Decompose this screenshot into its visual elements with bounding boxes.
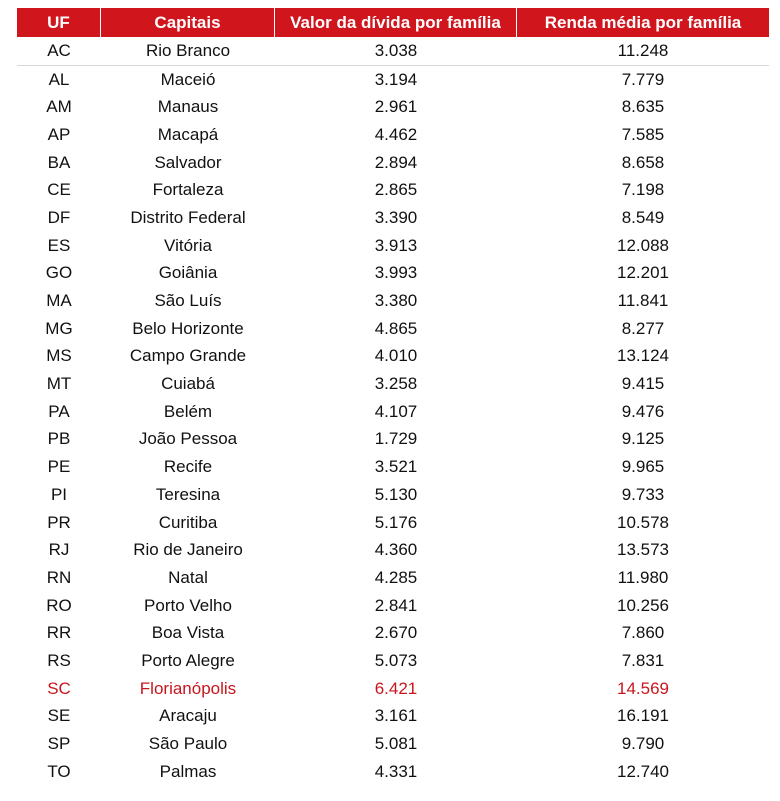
cell-renda: 9.733: [621, 484, 665, 504]
cell-divida: 4.010: [374, 346, 418, 366]
cell-uf: AL: [48, 69, 70, 89]
cell-capital: São Paulo: [148, 734, 228, 754]
cell-capital: Fortaleza: [152, 180, 224, 200]
table-row: [17, 426, 769, 454]
cell-capital: Porto Alegre: [141, 650, 235, 670]
cell-divida: 1.729: [374, 429, 418, 449]
table-row: [17, 370, 769, 398]
cell-divida: 5.073: [374, 650, 418, 670]
cell-renda: 9.965: [621, 457, 665, 477]
cell-renda: 9.415: [621, 374, 665, 394]
cell-capital: Distrito Federal: [130, 207, 246, 227]
table-row: [17, 481, 769, 509]
cell-capital: Florianópolis: [139, 678, 237, 698]
cell-uf: MG: [45, 318, 73, 338]
table-row: [17, 176, 769, 204]
cell-divida: 5.176: [374, 512, 418, 532]
cell-capital: Rio Branco: [145, 40, 231, 60]
cell-renda: 8.549: [621, 207, 665, 227]
cell-divida: 3.038: [374, 40, 418, 60]
cell-divida: 5.081: [374, 734, 418, 754]
table-row: [17, 398, 769, 426]
cell-divida: 6.421: [374, 678, 418, 698]
cell-divida: 3.913: [374, 235, 418, 255]
cell-uf: TO: [47, 761, 71, 781]
capitals-debt-table: [17, 8, 769, 786]
cell-capital: Vitória: [164, 235, 212, 255]
cell-capital: Natal: [168, 567, 208, 587]
cell-divida: 4.462: [374, 124, 418, 144]
cell-capital: Rio de Janeiro: [133, 540, 243, 560]
cell-renda: 10.578: [617, 512, 669, 532]
cell-uf: PA: [48, 401, 70, 421]
cell-capital: Porto Velho: [144, 595, 232, 615]
cell-divida: 2.961: [374, 97, 418, 117]
cell-divida: 5.130: [374, 484, 418, 504]
cell-uf: AP: [47, 124, 71, 144]
cell-renda: 7.831: [621, 650, 665, 670]
cell-capital: João Pessoa: [138, 429, 238, 449]
cell-uf: ES: [47, 235, 71, 255]
cell-renda: 7.779: [621, 69, 665, 89]
cell-renda: 8.635: [621, 97, 665, 117]
cell-divida: 3.194: [374, 69, 418, 89]
table-row: [17, 121, 769, 149]
cell-capital: Curitiba: [158, 512, 218, 532]
cell-uf: RR: [46, 623, 72, 643]
table-row: [17, 453, 769, 481]
cell-uf: RN: [46, 567, 72, 587]
cell-capital: Teresina: [155, 484, 221, 504]
cell-uf: MA: [46, 291, 72, 311]
cell-uf: MT: [46, 374, 72, 394]
cell-divida: 2.894: [374, 152, 418, 172]
cell-uf: PR: [47, 512, 71, 532]
table-row: [17, 536, 769, 564]
cell-divida: 4.360: [374, 540, 418, 560]
cell-capital: Boa Vista: [151, 623, 225, 643]
table-row: [17, 675, 769, 703]
table-row: [17, 509, 769, 537]
cell-capital: Salvador: [154, 152, 222, 172]
cell-renda: 9.125: [621, 429, 665, 449]
cell-renda: 9.790: [621, 734, 665, 754]
table-row: [17, 315, 769, 343]
table-row: [17, 66, 769, 94]
cell-divida: 3.390: [374, 207, 418, 227]
cell-capital: Belo Horizonte: [132, 318, 244, 338]
cell-uf: DF: [47, 207, 71, 227]
cell-uf: PB: [47, 429, 71, 449]
cell-renda: 13.573: [617, 540, 669, 560]
cell-renda: 12.740: [617, 761, 669, 781]
cell-uf: SE: [47, 706, 71, 726]
table-header: [17, 8, 769, 37]
cell-uf: MS: [46, 346, 72, 366]
table-row: [17, 149, 769, 177]
header-valor-divida: Valor da dívida por família: [275, 8, 517, 37]
cell-capital: São Luís: [154, 291, 222, 311]
cell-renda: 14.569: [617, 678, 669, 698]
cell-divida: 2.670: [374, 623, 418, 643]
cell-uf: RO: [46, 595, 72, 615]
cell-uf: AM: [46, 97, 72, 117]
cell-capital: Cuiabá: [161, 374, 215, 394]
cell-renda: 7.860: [621, 623, 665, 643]
cell-capital: Manaus: [157, 97, 219, 117]
table-row: [17, 343, 769, 371]
cell-renda: 12.201: [617, 263, 669, 283]
cell-renda: 7.585: [621, 124, 665, 144]
cell-uf: RS: [47, 650, 71, 670]
table-row: [17, 204, 769, 232]
cell-uf: GO: [45, 263, 73, 283]
cell-renda: 10.256: [617, 595, 669, 615]
table-row: [17, 93, 769, 121]
cell-renda: 11.841: [617, 291, 669, 311]
cell-divida: 3.258: [374, 374, 418, 394]
cell-divida: 2.865: [374, 180, 418, 200]
cell-uf: RJ: [48, 540, 70, 560]
cell-renda: 8.277: [621, 318, 665, 338]
cell-divida: 4.285: [374, 567, 418, 587]
header-renda-media: Renda média por família: [544, 12, 742, 32]
cell-divida: 4.865: [374, 318, 418, 338]
table-row: [17, 619, 769, 647]
cell-renda: 16.191: [617, 706, 669, 726]
table-row: [17, 730, 769, 758]
cell-divida: 4.107: [374, 401, 418, 421]
cell-renda: 13.124: [617, 346, 669, 366]
table-row: [17, 703, 769, 731]
cell-renda: 11.248: [617, 40, 669, 60]
cell-capital: Recife: [163, 457, 213, 477]
cell-uf: AC: [47, 40, 71, 60]
cell-capital: Goiânia: [158, 263, 218, 283]
cell-divida: 3.380: [374, 291, 418, 311]
table-row: [17, 287, 769, 315]
cell-renda: 12.088: [617, 235, 669, 255]
cell-divida: 2.841: [374, 595, 418, 615]
cell-uf: PI: [50, 484, 68, 504]
table-row: [17, 564, 769, 592]
cell-uf: SC: [47, 678, 71, 698]
cell-renda: 7.198: [621, 180, 665, 200]
cell-renda: 8.658: [621, 152, 665, 172]
table-row: [17, 232, 769, 260]
header-capitais: Capitais: [101, 8, 275, 37]
cell-capital: Belém: [163, 401, 213, 421]
cell-capital: Macapá: [157, 124, 219, 144]
cell-renda: 11.980: [617, 567, 669, 587]
cell-divida: 3.521: [374, 457, 418, 477]
cell-uf: SP: [47, 734, 71, 754]
header-uf: UF: [17, 8, 101, 37]
cell-uf: PE: [47, 457, 71, 477]
cell-capital: Palmas: [159, 761, 217, 781]
cell-capital: Maceió: [160, 69, 216, 89]
cell-uf: CE: [47, 180, 71, 200]
cell-capital: Campo Grande: [129, 346, 247, 366]
cell-renda: 9.476: [621, 401, 665, 421]
cell-divida: 3.161: [374, 706, 418, 726]
table-row: [17, 37, 769, 66]
table-row: [17, 647, 769, 675]
cell-uf: BA: [47, 152, 71, 172]
cell-divida: 3.993: [374, 263, 418, 283]
table-row: [17, 260, 769, 288]
table-body: [17, 37, 769, 786]
table-row: [17, 758, 769, 786]
cell-divida: 4.331: [374, 761, 418, 781]
table-row: [17, 592, 769, 620]
cell-capital: Aracaju: [159, 706, 217, 726]
